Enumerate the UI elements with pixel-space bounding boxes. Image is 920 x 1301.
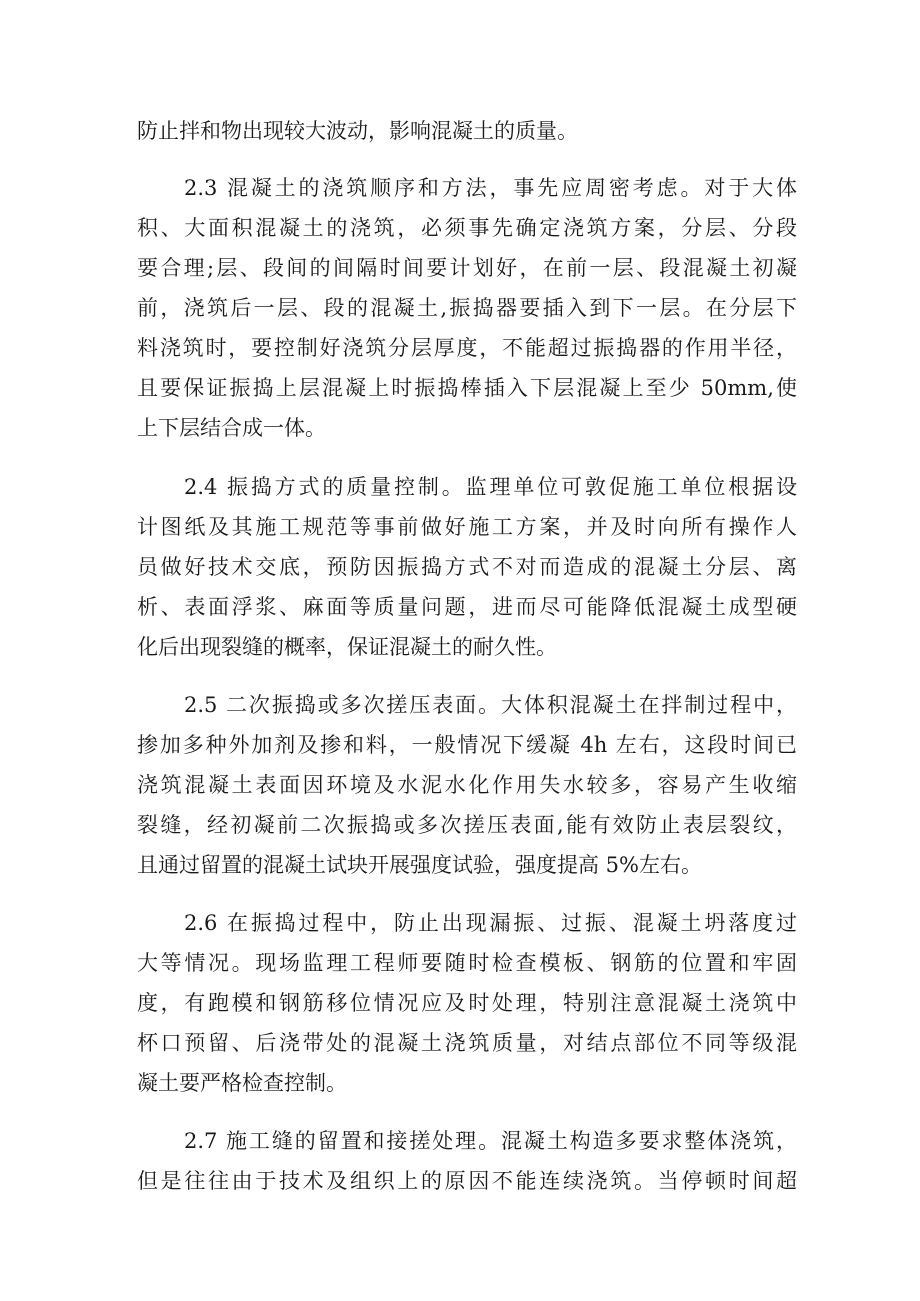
text-line: 要合理;层、段间的间隔时间要计划好，在前一层、段混凝土初凝 [137, 256, 797, 280]
text-line: 但是往往由于技术及组织上的原因不能连续浇筑。当停顿时间超 [137, 1169, 797, 1193]
text-line: 员做好技术交底，预防因振捣方式不对而造成的混凝土分层、离 [137, 555, 797, 579]
text-line: 料浇筑时，要控制好浇筑分层厚度，不能超过振捣器的作用半径， [137, 336, 797, 360]
text-line: 大等情况。现场监理工程师要随时检查模板、钢筋的位置和牢固 [137, 951, 797, 975]
text-line: 计图纸及其施工规范等事前做好施工方案，并及时向所有操作人 [137, 515, 797, 539]
text-line: 杯口预留、后浇带处的混凝土浇筑质量，对结点部位不同等级混 [137, 1031, 797, 1055]
text-line: 2.7 施工缝的留置和接搓处理。混凝土构造多要求整体浇筑， [184, 1129, 797, 1153]
text-line: 掺加多种外加剂及掺和料，一般情况下缓凝 4h 左右，这段时间已 [137, 733, 797, 757]
text-line: 且要保证振捣上层混凝上时振捣棒插入下层混凝上至少 50mm,使 [137, 376, 797, 400]
text-line: 防止拌和物出现较大波动，影响混凝土的质量。 [137, 119, 578, 143]
text-line: 浇筑混凝土表面因环境及水泥水化作用失水较多，容易产生收缩 [137, 773, 797, 797]
text-line: 2.6 在振捣过程中，防止出现漏振、过振、混凝土坍落度过 [184, 911, 797, 935]
text-line: 2.4 振捣方式的质量控制。监理单位可敦促施工单位根据设 [184, 475, 797, 499]
text-line: 析、表面浮浆、麻面等质量问题，进而尽可能降低混凝土成型硬 [137, 595, 797, 619]
text-line: 且通过留置的混凝土试块开展强度试验，强度提高 5%左右。 [137, 853, 702, 877]
text-line: 2.5 二次振捣或多次搓压表面。大体积混凝土在拌制过程中， [184, 693, 797, 717]
text-line: 前，浇筑后一层、段的混凝土,振捣器要插入到下一层。在分层下 [137, 296, 797, 320]
text-line: 2.3 混凝土的浇筑顺序和方法，事先应周密考虑。对于大体 [184, 176, 797, 200]
text-line: 凝土要严格检查控制。 [137, 1071, 347, 1095]
text-line: 积、大面积混凝土的浇筑，必须事先确定浇筑方案，分层、分段 [137, 216, 797, 240]
text-line: 度，有跑模和钢筋移位情况应及时处理，特别注意混凝土浇筑中 [137, 991, 797, 1015]
text-line: 化后出现裂缝的概率，保证混凝土的耐久性。 [137, 635, 557, 659]
text-line: 上下层结合成一体。 [137, 416, 326, 440]
text-line: 裂缝，经初凝前二次振捣或多次搓压表面,能有效防止表层裂纹， [137, 813, 797, 837]
